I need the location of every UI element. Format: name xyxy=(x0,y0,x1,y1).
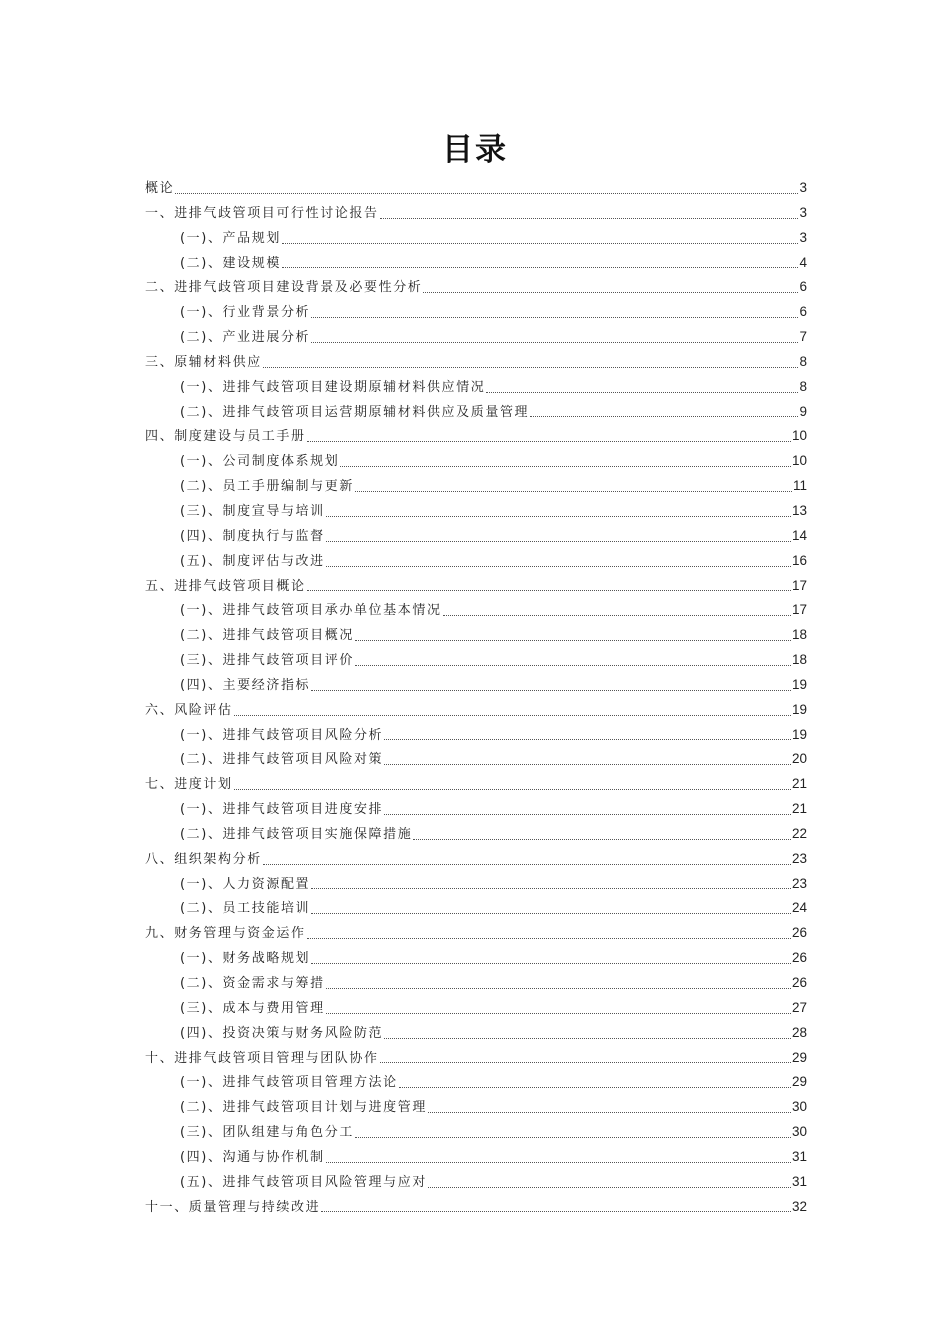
toc-entry-label: (三)、进排气歧管项目评价 xyxy=(180,653,354,669)
toc-entry-label: (四)、投资决策与财务风险防范 xyxy=(180,1025,384,1041)
toc-page-number: 3 xyxy=(799,180,807,195)
toc-dot-leader xyxy=(380,1061,791,1063)
toc-page-number: 11 xyxy=(792,478,807,494)
toc-entry[interactable] xyxy=(145,747,807,772)
toc-dot-leader xyxy=(282,242,799,244)
toc-page-number: 16 xyxy=(791,552,807,568)
toc-entry-label: (一)、进排气歧管项目承办单位基本情况 xyxy=(180,603,442,619)
toc-page-number: 26 xyxy=(791,950,807,966)
toc-dot-leader xyxy=(311,689,791,691)
toc-dot-leader xyxy=(423,291,798,293)
toc-entry[interactable] xyxy=(145,872,807,897)
toc-dot-leader xyxy=(311,341,798,343)
toc-entry[interactable] xyxy=(145,1145,807,1170)
toc-entry[interactable] xyxy=(145,424,807,449)
toc-entry[interactable] xyxy=(145,499,807,524)
toc-entry-label: 二、进排气歧管项目建设背景及必要性分析 xyxy=(145,280,423,296)
toc-page-number: 22 xyxy=(791,825,807,841)
toc-dot-leader xyxy=(380,217,799,219)
toc-entry-label: (一)、进排气歧管项目风险分析 xyxy=(180,727,384,743)
toc-entry-label: (一)、公司制度体系规划 xyxy=(180,454,340,470)
toc-page-number: 21 xyxy=(791,801,807,817)
toc-page-number: 24 xyxy=(791,900,807,916)
toc-entry[interactable] xyxy=(145,201,807,226)
toc-page-number: 13 xyxy=(791,502,807,518)
toc-page-number: 10 xyxy=(791,453,807,469)
toc-entry-label: (一)、进排气歧管项目建设期原辅材料供应情况 xyxy=(180,379,486,395)
toc-entry-label: (五)、制度评估与改进 xyxy=(180,553,325,569)
toc-entry[interactable] xyxy=(145,723,807,748)
toc-page-number: 8 xyxy=(799,378,807,394)
toc-entry[interactable] xyxy=(145,946,807,971)
toc-entry[interactable] xyxy=(145,623,807,648)
toc-page-number: 26 xyxy=(791,925,807,941)
toc-entry[interactable] xyxy=(145,971,807,996)
toc-entry[interactable] xyxy=(145,772,807,797)
toc-entry[interactable] xyxy=(145,996,807,1021)
toc-dot-leader xyxy=(384,813,791,815)
toc-page-number: 31 xyxy=(791,1148,807,1164)
toc-dot-leader xyxy=(355,1136,791,1138)
toc-entry[interactable] xyxy=(145,275,807,300)
toc-page-number: 6 xyxy=(799,304,807,320)
toc-dot-leader xyxy=(311,887,791,889)
toc-entry-label: (二)、进排气歧管项目实施保障措施 xyxy=(180,826,413,842)
toc-dot-leader xyxy=(384,1037,791,1039)
toc-dot-leader xyxy=(326,1012,791,1014)
toc-page-number: 17 xyxy=(791,577,807,593)
toc-dot-leader xyxy=(443,614,791,616)
toc-entry-label: (四)、主要经济指标 xyxy=(180,677,311,693)
toc-dot-leader xyxy=(311,962,791,964)
toc-page-number: 3 xyxy=(799,229,807,245)
toc-entry[interactable] xyxy=(145,673,807,698)
toc-entry[interactable] xyxy=(145,350,807,375)
toc-page-number: 9 xyxy=(799,403,807,419)
toc-entry-label: (二)、资金需求与筹措 xyxy=(180,976,325,991)
toc-entry[interactable] xyxy=(145,574,807,599)
toc-dot-leader xyxy=(326,515,791,517)
toc-entry-label: (一)、进排气歧管项目管理方法论 xyxy=(180,1075,398,1091)
toc-dot-leader xyxy=(175,192,798,194)
toc-dot-leader xyxy=(307,440,791,442)
toc-entry[interactable] xyxy=(145,822,807,847)
toc-entry[interactable] xyxy=(145,797,807,822)
toc-dot-leader xyxy=(321,1210,791,1212)
toc-entry[interactable] xyxy=(145,896,807,921)
toc-dot-leader xyxy=(311,912,791,914)
toc-dot-leader xyxy=(234,788,791,790)
toc-page-number: 19 xyxy=(791,701,807,717)
toc-entry[interactable] xyxy=(145,524,807,549)
toc-dot-leader xyxy=(355,664,791,666)
toc-page-number: 32 xyxy=(791,1198,807,1214)
toc-entry-label: 一、进排气歧管项目可行性讨论报告 xyxy=(145,205,379,221)
toc-page-number: 6 xyxy=(799,279,807,295)
toc-entry-label: (二)、进排气歧管项目运营期原辅材料供应及质量管理 xyxy=(180,404,530,420)
toc-dot-leader xyxy=(311,316,798,318)
toc-entry[interactable] xyxy=(145,1070,807,1095)
toc-entry[interactable] xyxy=(145,325,807,350)
toc-dot-leader xyxy=(307,937,791,939)
toc-entry[interactable] xyxy=(145,1170,807,1195)
toc-dot-leader xyxy=(413,838,791,840)
toc-dot-leader xyxy=(428,1186,791,1188)
toc-entry[interactable] xyxy=(145,449,807,474)
toc-entry-label: 七、进度计划 xyxy=(145,777,233,793)
toc-entry-label: 六、风险评估 xyxy=(145,702,233,718)
toc-entry-label: (二)、进排气歧管项目风险对策 xyxy=(180,752,384,768)
toc-entry[interactable] xyxy=(145,598,807,623)
toc-dot-leader xyxy=(355,490,792,492)
toc-dot-leader xyxy=(326,987,791,989)
toc-entry-label: 三、原辅材料供应 xyxy=(145,354,262,370)
toc-page-number: 31 xyxy=(791,1173,807,1189)
toc-page-number: 27 xyxy=(791,999,807,1015)
toc-dot-leader xyxy=(263,863,791,865)
toc-entry[interactable] xyxy=(145,251,807,276)
toc-entry-label: (五)、进排气歧管项目风险管理与应对 xyxy=(180,1174,427,1190)
toc-entry-label: (二)、员工技能培训 xyxy=(180,901,311,917)
toc-entry-label: 五、进排气歧管项目概论 xyxy=(145,578,306,594)
toc-entry-label: (三)、成本与费用管理 xyxy=(180,1000,325,1016)
toc-page-number: 18 xyxy=(791,652,807,668)
toc-dot-leader xyxy=(530,415,798,417)
toc-dot-leader xyxy=(234,714,791,716)
toc-dot-leader xyxy=(282,266,799,268)
toc-entry[interactable] xyxy=(145,400,807,425)
toc-entry-label: (一)、财务战略规划 xyxy=(180,951,311,967)
toc-dot-leader xyxy=(263,366,799,368)
toc-dot-leader xyxy=(326,1161,791,1163)
toc-entry-label: (二)、员工手册编制与更新 xyxy=(180,479,354,495)
toc-page-number: 19 xyxy=(791,676,807,692)
toc-entry[interactable] xyxy=(145,549,807,574)
toc-entry[interactable] xyxy=(145,847,807,872)
toc-dot-leader xyxy=(326,565,791,567)
toc-page-number: 10 xyxy=(791,428,807,444)
toc-page-number: 30 xyxy=(791,1124,807,1140)
toc-page-number: 8 xyxy=(799,353,807,369)
toc-entry-label: (一)、人力资源配置 xyxy=(180,876,311,892)
toc-entry-label: (三)、制度宣导与培训 xyxy=(180,503,325,519)
toc-entry-label: (二)、进排气歧管项目概况 xyxy=(180,628,354,644)
table-of-contents xyxy=(145,176,807,1219)
toc-page-number: 7 xyxy=(799,329,807,345)
toc-dot-leader xyxy=(384,738,791,740)
toc-page-number: 3 xyxy=(799,204,807,220)
toc-page-number: 29 xyxy=(791,1049,807,1065)
toc-entry-label: (二)、进排气歧管项目计划与进度管理 xyxy=(180,1100,427,1116)
toc-entry-label: (二)、建设规模 xyxy=(180,255,281,271)
toc-entry-label: 八、组织架构分析 xyxy=(145,851,262,867)
toc-entry[interactable] xyxy=(145,921,807,946)
toc-entry[interactable] xyxy=(145,1046,807,1071)
page-title: 目录 xyxy=(442,132,508,168)
toc-entry-label: (一)、行业背景分析 xyxy=(180,305,311,321)
toc-dot-leader xyxy=(428,1111,791,1113)
toc-entry[interactable] xyxy=(145,1120,807,1145)
toc-entry[interactable] xyxy=(145,1195,807,1220)
toc-dot-leader xyxy=(355,639,791,641)
toc-page-number: 28 xyxy=(791,1024,807,1040)
toc-dot-leader xyxy=(340,465,791,467)
toc-entry-label: 概论 xyxy=(145,181,175,196)
toc-entry[interactable] xyxy=(145,1095,807,1120)
toc-dot-leader xyxy=(399,1086,791,1088)
toc-entry[interactable] xyxy=(145,648,807,673)
toc-page-number: 17 xyxy=(791,602,807,618)
toc-page-number: 14 xyxy=(791,527,807,543)
toc-page-number: 19 xyxy=(791,726,807,742)
toc-entry-label: (一)、产品规划 xyxy=(180,230,281,246)
toc-entry-label: 十、进排气歧管项目管理与团队协作 xyxy=(145,1050,379,1066)
toc-page-number: 23 xyxy=(791,875,807,891)
toc-page-number: 21 xyxy=(791,776,807,792)
toc-page-number: 4 xyxy=(799,254,807,270)
toc-entry-label: 九、财务管理与资金运作 xyxy=(145,926,306,942)
toc-page-number: 20 xyxy=(791,751,807,767)
toc-entry[interactable] xyxy=(145,226,807,251)
toc-dot-leader xyxy=(307,589,791,591)
toc-page-number: 26 xyxy=(791,975,807,990)
toc-entry-label: 四、制度建设与员工手册 xyxy=(145,429,306,445)
toc-page-number: 30 xyxy=(791,1099,807,1115)
toc-entry-label: (四)、沟通与协作机制 xyxy=(180,1149,325,1165)
toc-entry[interactable] xyxy=(145,698,807,723)
toc-page-number: 23 xyxy=(791,850,807,866)
toc-page-number: 18 xyxy=(791,627,807,643)
toc-entry[interactable] xyxy=(145,474,807,499)
toc-dot-leader xyxy=(384,763,791,765)
toc-entry-label: (四)、制度执行与监督 xyxy=(180,528,325,544)
toc-page-number: 29 xyxy=(791,1074,807,1090)
toc-dot-leader xyxy=(486,391,798,393)
toc-entry-label: 十一、质量管理与持续改进 xyxy=(145,1199,321,1215)
toc-dot-leader xyxy=(326,540,791,542)
toc-entry[interactable] xyxy=(145,176,807,201)
toc-entry[interactable] xyxy=(145,300,807,325)
toc-entry-label: (一)、进排气歧管项目进度安排 xyxy=(180,802,384,818)
toc-entry[interactable] xyxy=(145,375,807,400)
toc-entry-label: (三)、团队组建与角色分工 xyxy=(180,1125,354,1141)
toc-entry-label: (二)、产业进展分析 xyxy=(180,330,311,346)
toc-entry[interactable] xyxy=(145,1021,807,1046)
